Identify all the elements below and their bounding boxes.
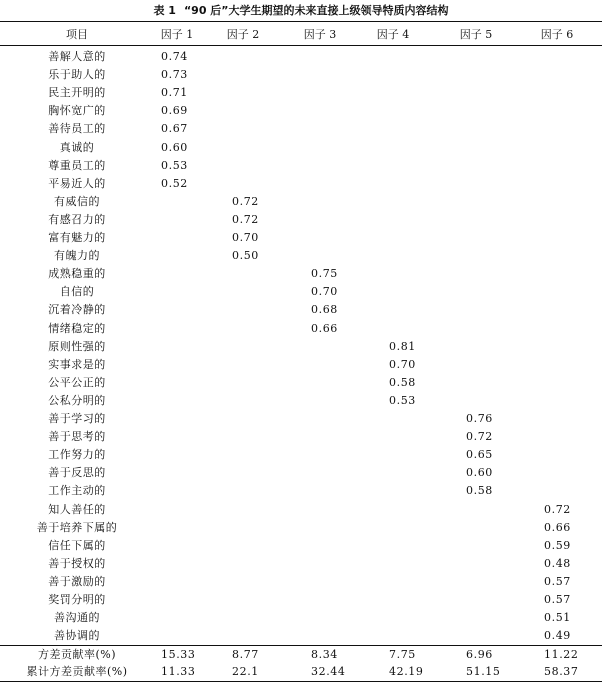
loading-value: 0.60 [161,140,188,154]
item-label: 善沟通的 [54,611,100,625]
item-label: 善于培养下属的 [36,520,118,534]
item-label: 知人善任的 [48,502,106,516]
item-label: 善于学习的 [48,412,106,425]
loading-value: 0.66 [544,520,571,534]
loading-value: 0.57 [544,593,571,606]
item-label: 善于授权的 [48,556,106,570]
variance-value: 15.33 [161,648,196,661]
loading-value: 0.53 [389,393,416,407]
variance-value: 11.22 [544,648,579,661]
loading-value: 0.49 [544,629,571,643]
loading-value: 0.50 [232,249,259,263]
header-factor-2: 因子 2 [226,28,260,41]
item-label: 工作努力的 [48,448,106,462]
variance-value: 11.33 [161,665,196,678]
loading-value: 0.65 [466,448,493,462]
variance-value: 6.96 [466,648,493,661]
item-label: 真诚的 [59,140,95,154]
loading-value: 0.57 [544,574,571,588]
loading-value: 0.53 [161,158,188,172]
item-label: 善于激励的 [48,574,106,588]
header-item: 项目 [66,28,88,41]
variance-value: 32.44 [311,665,346,678]
loading-value: 0.52 [161,176,188,190]
item-label: 情绪稳定的 [48,321,106,335]
variance-value: 7.75 [389,648,416,661]
item-label: 善协调的 [54,629,100,643]
loading-value: 0.81 [389,339,416,353]
loading-value: 0.66 [311,321,338,335]
loading-value: 0.72 [544,502,571,516]
loading-value: 0.60 [466,466,493,480]
item-label: 公平公正的 [48,375,106,389]
item-label: 沉着冷静的 [48,303,106,317]
header-factor-4: 因子 4 [376,28,410,41]
item-label: 有威信的 [54,194,100,208]
loading-value: 0.68 [311,303,338,317]
item-label: 奖罚分明的 [48,593,106,606]
header-factor-5: 因子 5 [459,28,493,41]
loading-value: 0.48 [544,556,571,570]
header-factor-3: 因子 3 [303,28,337,41]
loading-value: 0.72 [232,212,259,226]
item-label: 民主开明的 [48,86,106,100]
loading-value: 0.76 [466,412,493,425]
loading-value: 0.67 [161,122,188,136]
item-label: 信任下属的 [48,538,106,552]
item-label: 原则性强的 [48,339,106,353]
loading-value: 0.58 [466,484,493,498]
variance-value: 22.1 [232,665,259,678]
loading-value: 0.51 [544,611,571,625]
item-label: 平易近人的 [48,176,106,190]
loading-value: 0.58 [389,375,416,389]
item-label: 公私分明的 [48,393,106,407]
loading-value: 0.74 [161,50,188,63]
variance-value: 58.37 [544,665,579,678]
loading-value: 0.70 [311,285,338,299]
header-factor-1: 因子 1 [160,28,194,41]
item-label: 成熟稳重的 [48,267,106,281]
footer-label: 累计方差贡献率(%) [26,665,128,678]
variance-value: 8.34 [311,648,338,661]
variance-value: 42.19 [389,665,424,678]
loading-value: 0.70 [389,357,416,371]
table-title: “90 后”大学生期望的未来直接上级领导特质内容结构 [183,4,449,17]
loading-value: 0.73 [161,68,188,82]
item-label: 善于思考的 [48,430,106,444]
item-label: 善解人意的 [48,50,106,63]
item-label: 自信的 [59,285,95,299]
item-label: 乐于助人的 [48,68,106,82]
header-factor-6: 因子 6 [540,28,574,41]
item-label: 有感召力的 [48,212,106,226]
item-label: 善于反思的 [48,466,106,480]
item-label: 胸怀宽广的 [48,104,106,118]
loading-value: 0.72 [466,430,493,444]
item-label: 有魄力的 [54,249,100,263]
loading-value: 0.71 [161,86,188,100]
loading-value: 0.69 [161,104,188,118]
item-label: 工作主动的 [48,484,106,498]
loading-value: 0.72 [232,194,259,208]
item-label: 尊重员工的 [48,158,106,172]
item-label: 实事求是的 [48,357,106,371]
item-label: 富有魅力的 [48,231,106,244]
variance-value: 51.15 [466,665,501,678]
table-number: 表 1 [153,4,176,17]
loading-value: 0.70 [232,231,259,244]
footer-label: 方差贡献率(%) [37,648,117,661]
loading-value: 0.59 [544,538,571,552]
variance-value: 8.77 [232,648,259,661]
loading-value: 0.75 [311,267,338,281]
item-label: 善待员工的 [48,122,106,136]
